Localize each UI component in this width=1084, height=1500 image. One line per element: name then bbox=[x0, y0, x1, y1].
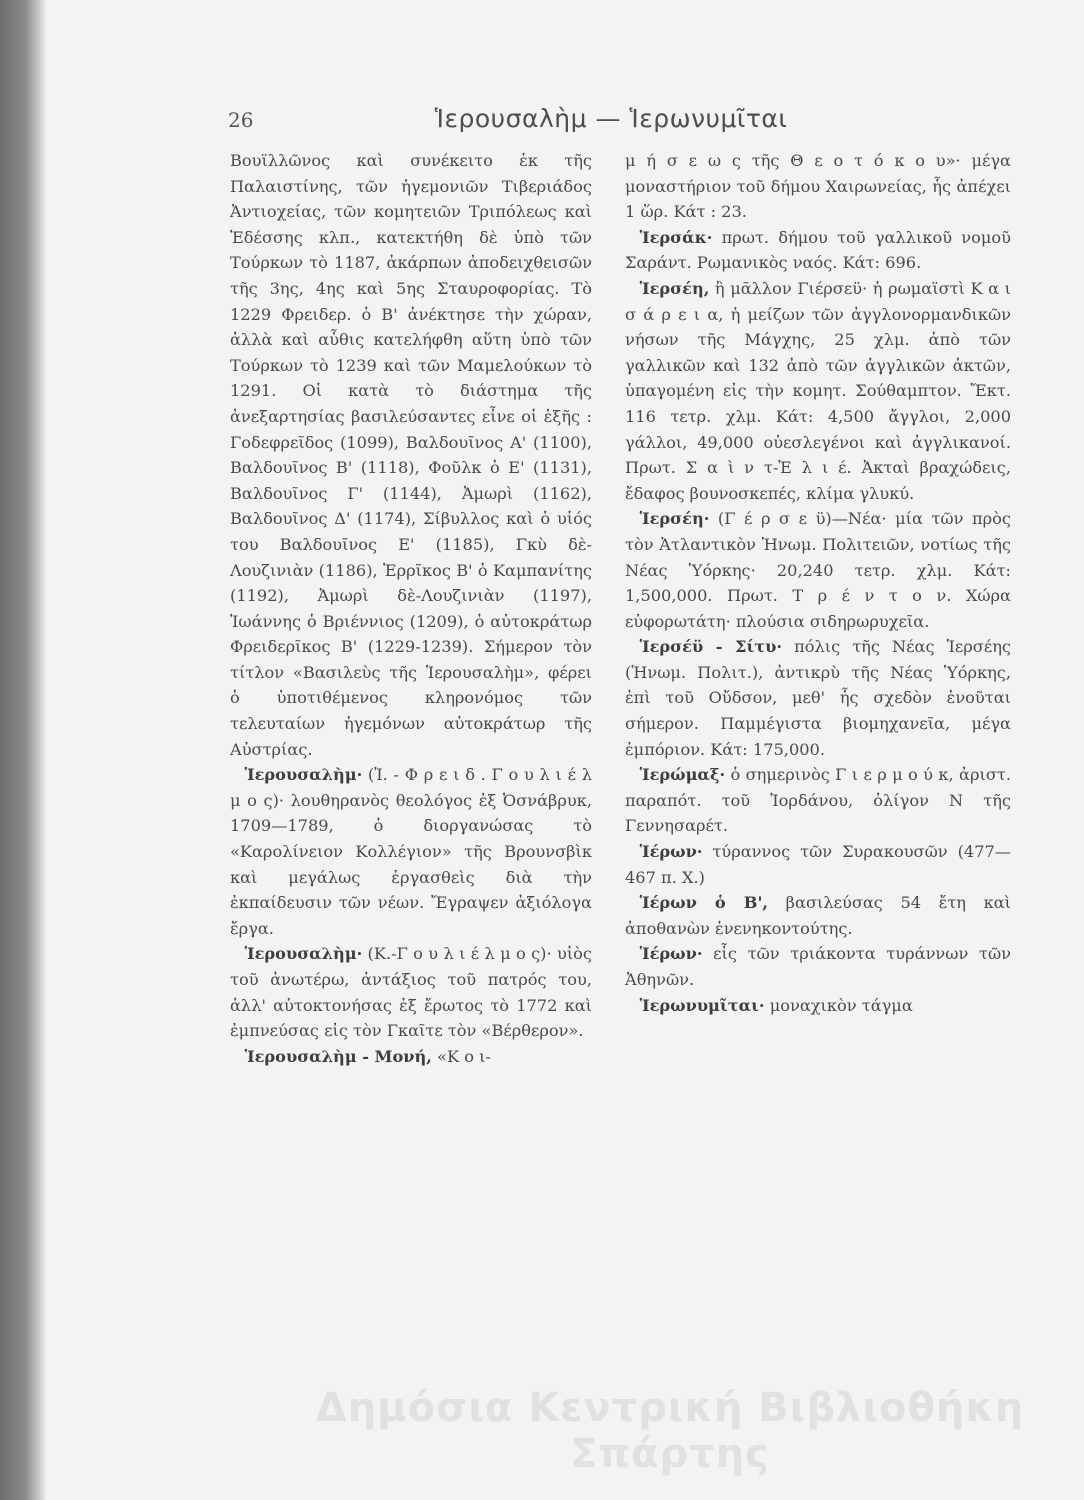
entry-paragraph bbox=[230, 1044, 592, 1070]
running-head: Ἱερουσαλὴμ — Ἱερωνυμῖται bbox=[434, 104, 788, 133]
page-number: 26 bbox=[228, 108, 254, 132]
entry-text: (Ἰ. - Φ ρ ε ι δ . Γ ο υ λ ι έ λ μ ο ς)· λουθηρανὸς θεολόγος ἐξ Ὀσνάβρυκ, 1709—1789, ὁ διοργανώσας τὸ «Καρολίνειον Κολλέγιον» τῆς Βρουνσβὶκ καὶ μεγάλως ἐργασθεὶς διὰ τὴν ἐκπαίδευσιν τῶν νέων. Ἔγραψεν ἀξιόλογα ἔργα. bbox=[230, 765, 592, 938]
entry-text: (Κ.-Γ ο υ λ ι έ λ μ ο ς)· υἱὸς τοῦ ἀνωτέρω, ἀντάξιος τοῦ πατρός του, ἀλλ' αὐτοκτονήσας ἐξ ἔρωτος τὸ 1772 καὶ ἐμπνεύσας εἰς τὸν Γκαῖτε τὸν «Βέρθερον». bbox=[230, 944, 592, 1041]
page-header bbox=[216, 104, 1006, 144]
library-watermark: Δημόσια Κεντρική Βιβλιοθήκη Σπάρτης bbox=[315, 1385, 1025, 1477]
entry-headword: Ἱερσάκ· bbox=[639, 227, 713, 247]
entry-paragraph bbox=[625, 506, 1011, 634]
entry-text: εἷς τῶν τριάκοντα τυράννων τῶν Ἀθηνῶν. bbox=[625, 944, 1011, 989]
entry-headword: Ἱερουσαλὴμ· bbox=[244, 765, 363, 785]
entry-headword: Ἱερσέη· bbox=[639, 509, 710, 529]
right-column bbox=[625, 148, 1011, 1018]
entry-paragraph bbox=[230, 762, 592, 941]
entry-text: «Κ ο ι- bbox=[431, 1046, 491, 1066]
entry-text: (Γ έ ρ σ ε ϋ)—Νέα· μία τῶν πρὸς τὸν Ἀτλαντικὸν Ἡνωμ. Πολιτειῶν, νοτίως τῆς Νέας Ὑόρκης· 20,240 τετρ. χλμ. Κάτ: 1,500,000. Πρωτ. Τ ρ έ ν τ ο ν. Χώρα εὐφορωτάτη· πλούσια σιδηρωρυχεῖα. bbox=[625, 509, 1011, 631]
entry-paragraph bbox=[625, 148, 1011, 225]
entry-headword: Ἱερουσαλὴμ· bbox=[244, 944, 363, 964]
book-page bbox=[60, 0, 1084, 1500]
entry-headword: Ἱερσέη, bbox=[639, 278, 710, 298]
left-column bbox=[230, 148, 592, 1069]
entry-paragraph bbox=[625, 225, 1011, 276]
entry-text: Βουϊλλῶνος καὶ συνέκειτο ἐκ τῆς Παλαιστίνης, τῶν ἡγεμονιῶν Τιβεριάδος Ἀντιοχείας, τῶν κομητειῶν Τριπόλεως καὶ Ἐδέσσης κλπ., κατεκτήθη δὲ ὑπὸ τῶν Τούρκων τὸ 1187, ἀκάρπων ἀποδειχθεισῶν τῆς 3ης, 4ης καὶ 5ης Σταυροφορίας. Τὸ 1229 Φρειδερ. ὁ Β' ἀνέκτησε τὴν χώραν, ἀλλὰ καὶ αὖθις κατελήφθη αὕτη ὑπὸ τῶν Τούρκων τὸ 1239 καὶ τῶν Μαμελούκων τὸ 1291. Οἱ κατὰ τὸ διάστημα τῆς ἀνεξαρτησίας βασιλεύσαντες εἶνε οἱ ἑξῆς : Γοδεφρεῖδος (1099), Βαλδουῖνος Α' (1100), Βαλδουῖνος Β' (1118), Φοῦλκ ὁ Ε' (1131), Βαλδουῖνος Γ' (1144), Ἀμωρὶ (1162), Βαλδουῖνος Δ' (1174), Σίβυλλος καὶ ὁ υἱός του Βαλδουῖνος Ε' (1185), Γκὺ δὲ-Λουζινιὰν (1186), Ἑρρῖκος Β' ὁ Καμπανίτης (1192), Ἀμωρὶ δὲ-Λουζινιὰν (1197), Ἰωάννης ὁ Βριέννιος (1209), ὁ αὐτοκράτωρ Φρειδερῖκος Β' (1229-1239). Σήμερον τὸν τίτλον «Βασιλεὺς τῆς Ἱερουσαλὴμ», φέρει ὁ ὑποτιθέμενος κληρονόμος τῶν τελευταίων ἡγεμόνων αὐτοκράτωρ τῆς Αὐστρίας. bbox=[230, 151, 592, 759]
entry-paragraph bbox=[230, 148, 592, 762]
entry-paragraph bbox=[625, 276, 1011, 506]
entry-text: πόλις τῆς Νέας Ἱερσέης (Ἡνωμ. Πολιτ.), ἀντικρὺ τῆς Νέας Ὑόρκης, ἐπὶ τοῦ Οὔδσον, μεθ' ἧς σχεδὸν ἑνοῦται σήμερον. Παμμέγιστα βιομηχανεῖα, μέγα ἐμπόριον. Κάτ: 175,000. bbox=[625, 637, 1011, 759]
entry-paragraph bbox=[625, 762, 1011, 839]
entry-paragraph bbox=[230, 941, 592, 1043]
entry-paragraph bbox=[625, 993, 1011, 1019]
entry-headword: Ἱερσέϋ - Σίτυ· bbox=[639, 637, 783, 657]
entry-paragraph bbox=[625, 890, 1011, 941]
entry-paragraph bbox=[625, 634, 1011, 762]
entry-text: τύραννος τῶν Συρακουσῶν (477—467 π. Χ.) bbox=[625, 842, 1011, 887]
entry-text: βασιλεύσας 54 ἔτη καὶ ἀποθανὼν ἐνενηκοντούτης. bbox=[625, 893, 1011, 938]
scan-edge bbox=[0, 0, 46, 1500]
entry-headword: Ἱέρων· bbox=[639, 944, 703, 964]
entry-text: ἢ μᾶλλον Γιέρσεϋ· ἡ ρωμαϊστὶ Κ α ι σ ά ρ ε ι α, ἡ μείζων τῶν ἀγγλονορμανδικῶν νήσων τῆς Μάγχης, 25 χλμ. ἀπὸ τῶν γαλλικῶν καὶ 132 ἀπὸ τῶν ἀγγλικῶν ἀκτῶν, ὑπαγομένη εἰς τὴν κομητ. Σούθαμπτον. Ἔκτ. 116 τετρ. χλμ. Κάτ: 4,500 ἄγγλοι, 2,000 γάλλοι, 49,000 οὐεσλεγένοι καὶ ἀγγλικανοί. Πρωτ. Σ α ὶ ν τ-Ἑ λ ι έ. Ἀκταὶ βραχώδεις, ἔδαφος βουνοσκεπές, κλίμα γλυκύ. bbox=[625, 278, 1011, 503]
entry-headword: Ἱερωνυμῖται· bbox=[639, 995, 765, 1015]
entry-headword: Ἱερουσαλὴμ - Μονή, bbox=[244, 1046, 432, 1066]
entry-headword: Ἱέρων ὁ Β', bbox=[639, 893, 769, 913]
entry-headword: Ἱερώμαξ· bbox=[639, 765, 726, 785]
entry-headword: Ἱέρων· bbox=[639, 842, 703, 862]
entry-paragraph bbox=[625, 839, 1011, 890]
entry-text: μ ή σ ε ω ς τῆς Θ ε ο τ ό κ ο υ»· μέγα μοναστήριον τοῦ δήμου Χαιρωνείας, ἧς ἀπέχει 1 ὥρ. Κάτ : 23. bbox=[625, 151, 1011, 222]
entry-text: μοναχικὸν τάγμα bbox=[764, 995, 913, 1015]
entry-text: πρωτ. δήμου τοῦ γαλλικοῦ νομοῦ Σαράντ. Ρωμανικὸς ναός. Κάτ: 696. bbox=[625, 227, 1011, 273]
entry-paragraph bbox=[625, 941, 1011, 992]
entry-text: ὁ σημερινὸς Γ ι ε ρ μ ο ύ κ, ἀριστ. παραπότ. τοῦ Ἰορδάνου, ὀλίγον Ν τῆς Γεννησαρέτ. bbox=[625, 765, 1011, 836]
